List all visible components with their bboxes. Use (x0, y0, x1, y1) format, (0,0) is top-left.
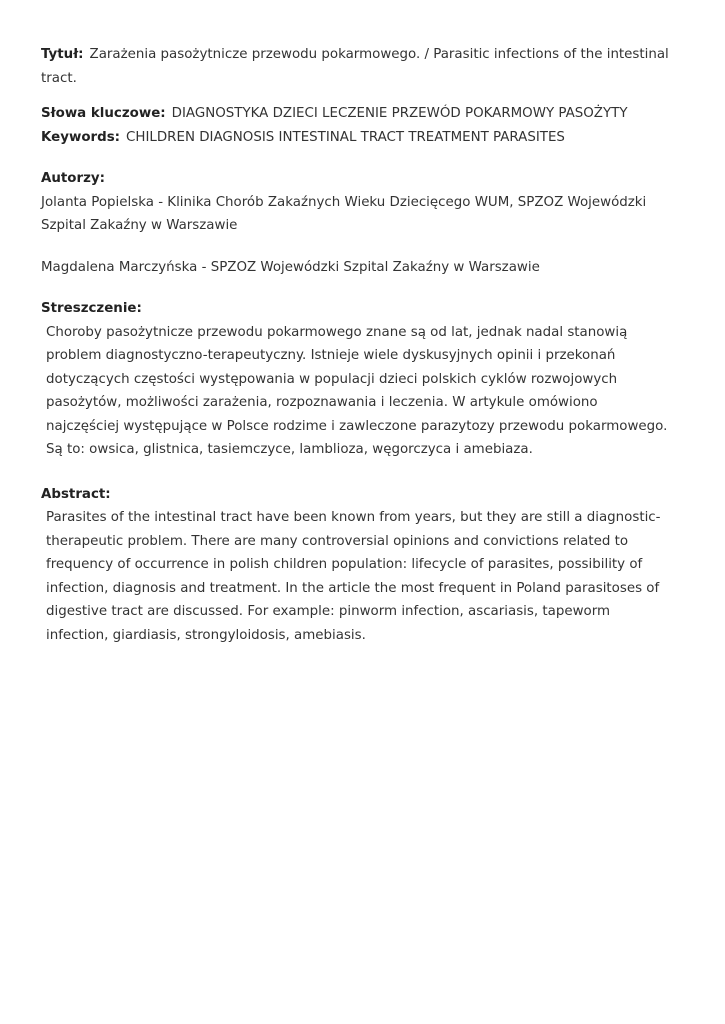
abstract-label: Abstract: (41, 486, 111, 502)
authors-label: Autorzy: (41, 171, 105, 186)
title-section (41, 43, 681, 90)
keywords-en-value: CHILDREN DIAGNOSIS INTESTINAL TRACT TREATMENT PARASITES (126, 129, 565, 145)
author-entry: Magdalena Marczyńska - SPZOZ Wojewódzki Szpital Zakaźny w Warszawie (41, 259, 540, 275)
keywords-pl-label: Słowa kluczowe: (41, 106, 166, 121)
abstract-text: Parasites of the intestinal tract have been known from years, but they are still a diagnostic-therapeutic problem. There are many controversial opinions and convictions related to frequency of occurrence in polish children population: lifecycle of parasites, possibility of infection, diagnosis and treatment. In the article the most frequent in Poland parasitoses of digestive tract are discussed. For example: pinworm infection, ascariasis, tapeworm infection, giardiasis, strongyloidosis, amebiasis. (46, 510, 661, 643)
keywords-en-section (41, 126, 725, 150)
title-label: Tytuł: (41, 47, 84, 62)
keywords-pl-value: DIAGNOSTYKA DZIECI LECZENIE PRZEWÓD POKARMOWY PASOŻYTY (171, 106, 628, 121)
keywords-pl-section (41, 102, 725, 126)
title-value: Zarażenia pasożytnicze przewodu pokarmowego. / Parasitic infections of the intestinal tract. (41, 47, 669, 86)
keywords-en-label: Keywords: (41, 129, 121, 145)
summary-label: Streszczenie: (41, 301, 142, 316)
summary-text: Choroby pasożytnicze przewodu pokarmowego znane są od lat, jednak nadal stanowią problem diagnostyczno-terapeutyczny. Istnieje wiele dyskusyjnych opinii i przekonań dotyczących częstości występowania w populacji dzieci polskich cyklów rozwojowych pasożytów, możliwości zarażenia, rozpoznawania i leczenia. W artykule omówiono najczęściej występujące w Polsce rodzime i zawleczone parazytozy przewodu pokarmowego. Są to: owsica, glistnica, tasiemczyce, lamblioza, węgorczyca i amebiaza. (46, 324, 668, 457)
author-entry: Jolanta Popielska - Klinika Chorób Zakaźnych Wieku Dziecięcego WUM, SPZOZ Wojewódzki Szpital Zakaźny w Warszawie (41, 194, 647, 233)
